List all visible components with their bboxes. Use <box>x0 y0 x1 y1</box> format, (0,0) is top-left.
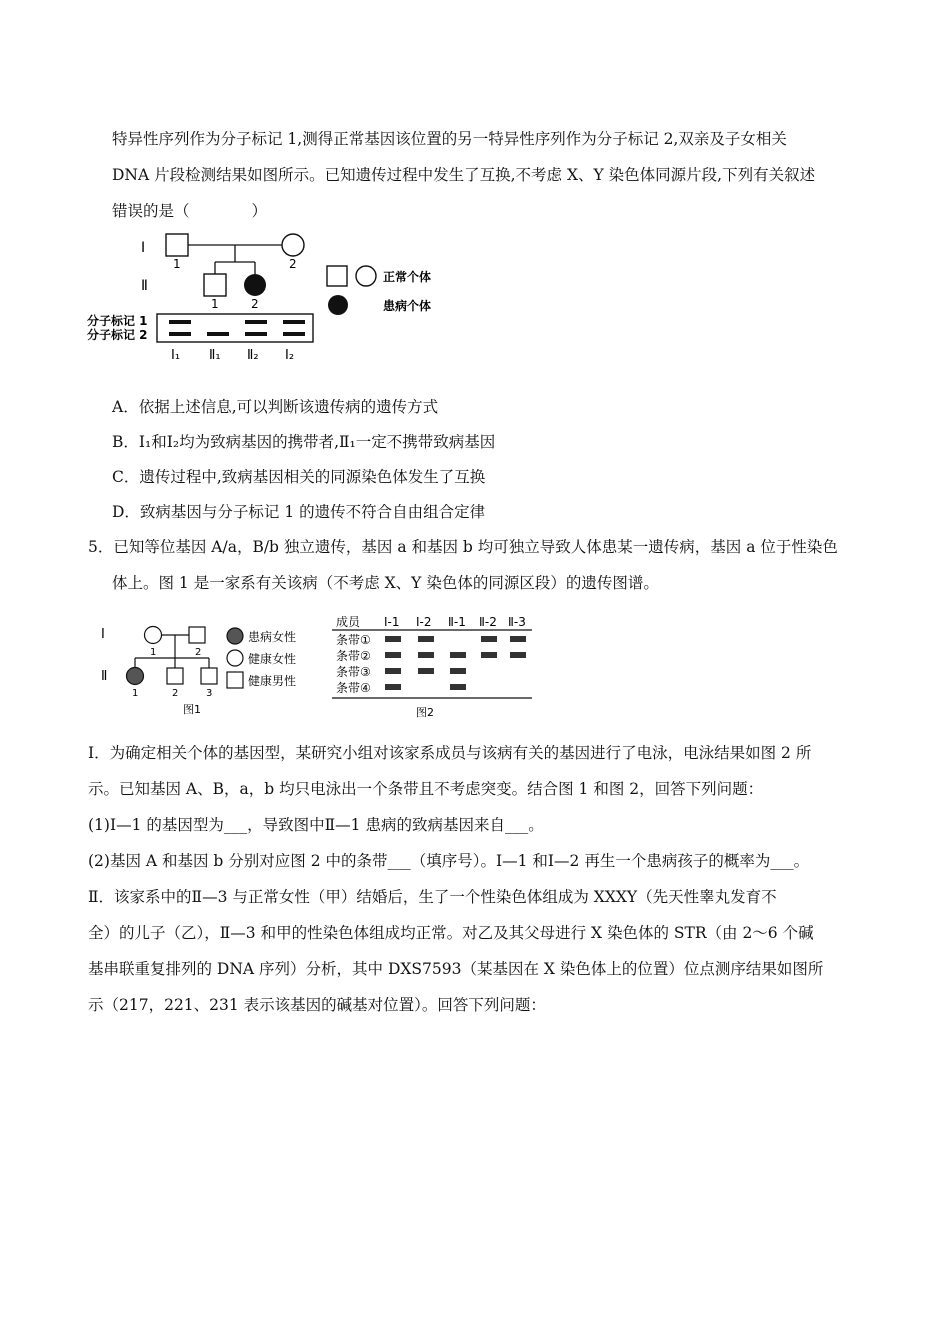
q5-fig1-legend-label-1: 患病女性 <box>248 630 297 644</box>
q4-legend-affected: 患病个体 <box>383 299 432 313</box>
q4-band-lane2-marker2 <box>207 332 229 336</box>
q4-band-lane3-marker2 <box>245 332 267 336</box>
q5-fig2-row-2: 条带② <box>336 649 371 663</box>
q5-band-row4-col3 <box>450 684 466 690</box>
q4-pedigree-figure <box>85 228 445 372</box>
q4-marker-label-1: 分子标记 1 <box>87 314 148 328</box>
q5-band-row1-col2 <box>418 636 434 642</box>
q4-lane-label-1: Ⅰ₁ <box>171 348 181 363</box>
q5-fig1-num-II3: 3 <box>206 688 213 699</box>
q5-fig2-row-3: 条带③ <box>336 665 371 679</box>
q4-lane-label-4: Ⅰ₂ <box>285 348 295 363</box>
q5-body-line-2: 示。已知基因 A、B，a，b 均只电泳出一个条带且不考虑突变。结合图 1 和图 2，回答下列问题： <box>88 780 764 798</box>
q5-fig1-legend-label-2: 健康女性 <box>248 652 297 666</box>
q5-fig2-header-1: Ⅰ-1 <box>384 615 400 629</box>
q5-body-line-6: 全）的儿子（乙），Ⅱ—3 和甲的性染色体组成均正常。对乙及其父母进行 X 染色体的 STR（由 2～6 个碱 <box>88 924 814 942</box>
q4-option-b: B．Ⅰ₁和Ⅰ₂均为致病基因的携带者,Ⅱ₁一定不携带致病基因 <box>112 433 496 451</box>
q4-option-c: C．遗传过程中,致病基因相关的同源染色体发生了互换 <box>112 468 486 486</box>
q5-fig1-legend-affected-female <box>227 628 243 644</box>
q5-fig1-num-I2: 2 <box>195 647 202 658</box>
q5-line-2: 体上。图 1 是一家系有关该病（不考虑 X、Y 染色体的同源区段）的遗传图谱。 <box>112 574 659 592</box>
q4-band-lane1-marker2 <box>169 332 191 336</box>
q5-fig2-header-0: 成员 <box>336 615 361 629</box>
q4-band-lane1-marker1 <box>169 320 191 324</box>
q4-legend-circle <box>356 266 376 286</box>
q4-lane-label-3: Ⅱ₂ <box>247 348 259 363</box>
q4-option-a: A．依据上述信息,可以判断该遗传病的遗传方式 <box>112 398 439 416</box>
q4-legend-square <box>327 266 347 286</box>
q5-band-row2-col2 <box>418 652 434 658</box>
q4-lane-label-2: Ⅱ₁ <box>209 348 221 363</box>
q5-band-row1-col1 <box>385 636 401 642</box>
q5-fig2-header-4: Ⅱ-2 <box>479 615 497 629</box>
q5-question-1: (1)Ⅰ—1 的基因型为___，导致图中Ⅱ—1 患病的致病基因来自___。 <box>88 816 544 834</box>
q4-option-d: D．致病基因与分子标记 1 的遗传不符合自由组合定律 <box>112 503 486 521</box>
q4-individual-II1 <box>204 274 226 296</box>
q5-fig1-I2 <box>189 627 205 643</box>
q5-fig1-legend-healthy-male <box>227 672 243 688</box>
q4-gen-label-II: Ⅱ <box>141 278 148 294</box>
q4-individual-II2 <box>244 274 266 296</box>
q4-band-lane4-marker2 <box>283 332 305 336</box>
q5-fig2-row-1: 条带① <box>336 633 371 647</box>
q5-fig2-header-2: Ⅰ-2 <box>416 615 432 629</box>
q4-intro-line-1: 特异性序列作为分子标记 1,测得正常基因该位置的另一特异性序列作为分子标记 2,双亲及子女相关 <box>112 130 787 148</box>
q5-band-row2-col4 <box>481 652 497 658</box>
q4-intro-line-2: DNA 片段检测结果如图所示。已知遗传过程中发生了互换,不考虑 X、Y 染色体同源片段,下列有关叙述 <box>112 166 816 184</box>
q5-fig1-II3 <box>201 668 217 684</box>
q4-num-II1: 1 <box>211 297 219 311</box>
q5-band-row1-col4 <box>481 636 497 642</box>
q5-band-row3-col2 <box>418 668 434 674</box>
q5-body-line-8: 示（217，221、231 表示该基因的碱基对位置）。回答下列问题： <box>88 996 546 1014</box>
q5-fig1-II2 <box>167 668 183 684</box>
q5-line-1: 5．已知等位基因 A/a，B/b 独立遗传，基因 a 和基因 b 均可独立导致人体患某一遗传病，基因 a 位于性染色 <box>88 538 838 556</box>
q5-fig1-I1 <box>145 627 162 644</box>
q5-fig1-legend-label-3: 健康男性 <box>248 674 297 688</box>
q5-band-row2-col5 <box>510 652 526 658</box>
q5-body-line-1: Ⅰ．为确定相关个体的基因型，某研究小组对该家系成员与该病有关的基因进行了电泳，电泳结果如图 2 所 <box>88 744 812 762</box>
q5-fig1-pedigree <box>95 618 310 722</box>
q4-num-I2: 2 <box>289 257 297 271</box>
q5-fig1-legend-healthy-female <box>227 650 243 666</box>
q5-fig2-gel-table <box>328 610 538 726</box>
q5-body-line-5: Ⅱ．该家系中的Ⅱ—3 与正常女性（甲）结婚后，生了一个性染色体组成为 XXXY（先天性睾丸发育不 <box>88 888 777 906</box>
q4-gen-label-I: Ⅰ <box>141 240 146 256</box>
q5-fig1-gen-I: Ⅰ <box>101 627 105 642</box>
q5-fig1-num-II2: 2 <box>172 688 179 699</box>
q4-legend-normal: 正常个体 <box>383 270 432 284</box>
q5-fig2-caption: 图2 <box>416 706 434 719</box>
q4-band-lane3-marker1 <box>245 320 267 324</box>
q5-fig2-header-3: Ⅱ-1 <box>448 615 466 629</box>
q5-band-row2-col3 <box>450 652 466 658</box>
q5-fig2-row-4: 条带④ <box>336 681 371 695</box>
q5-fig1-num-II1: 1 <box>132 688 139 699</box>
q5-fig1-II1 <box>127 668 144 685</box>
q4-marker-label-2: 分子标记 2 <box>87 328 148 342</box>
q4-gel-box <box>157 314 313 342</box>
q5-fig2-header-5: Ⅱ-3 <box>508 615 526 629</box>
q5-band-row4-col1 <box>385 684 401 690</box>
q5-fig1-gen-II: Ⅱ <box>101 669 108 684</box>
q4-band-lane4-marker1 <box>283 320 305 324</box>
q4-individual-I2 <box>282 234 304 256</box>
q4-num-I1: 1 <box>173 257 181 271</box>
q5-band-row3-col1 <box>385 668 401 674</box>
q4-individual-I1 <box>166 234 188 256</box>
q4-intro-line-3: 错误的是（ ） <box>112 202 268 220</box>
q5-question-2: (2)基因 A 和基因 b 分别对应图 2 中的条带___（填序号）。Ⅰ—1 和Ⅰ—2 再生一个患病孩子的概率为___。 <box>88 852 810 870</box>
q5-band-row3-col3 <box>450 668 466 674</box>
q5-body-line-7: 基串联重复排列的 DNA 序列）分析，其中 DXS7593（某基因在 X 染色体上的位置）位点测序结果如图所 <box>88 960 824 978</box>
q4-legend-affected-circle <box>328 295 348 315</box>
q5-band-row2-col1 <box>385 652 401 658</box>
q5-fig1-caption: 图1 <box>183 703 201 716</box>
q5-fig1-num-I1: 1 <box>150 647 157 658</box>
q5-band-row1-col5 <box>510 636 526 642</box>
q4-num-II2: 2 <box>251 297 259 311</box>
